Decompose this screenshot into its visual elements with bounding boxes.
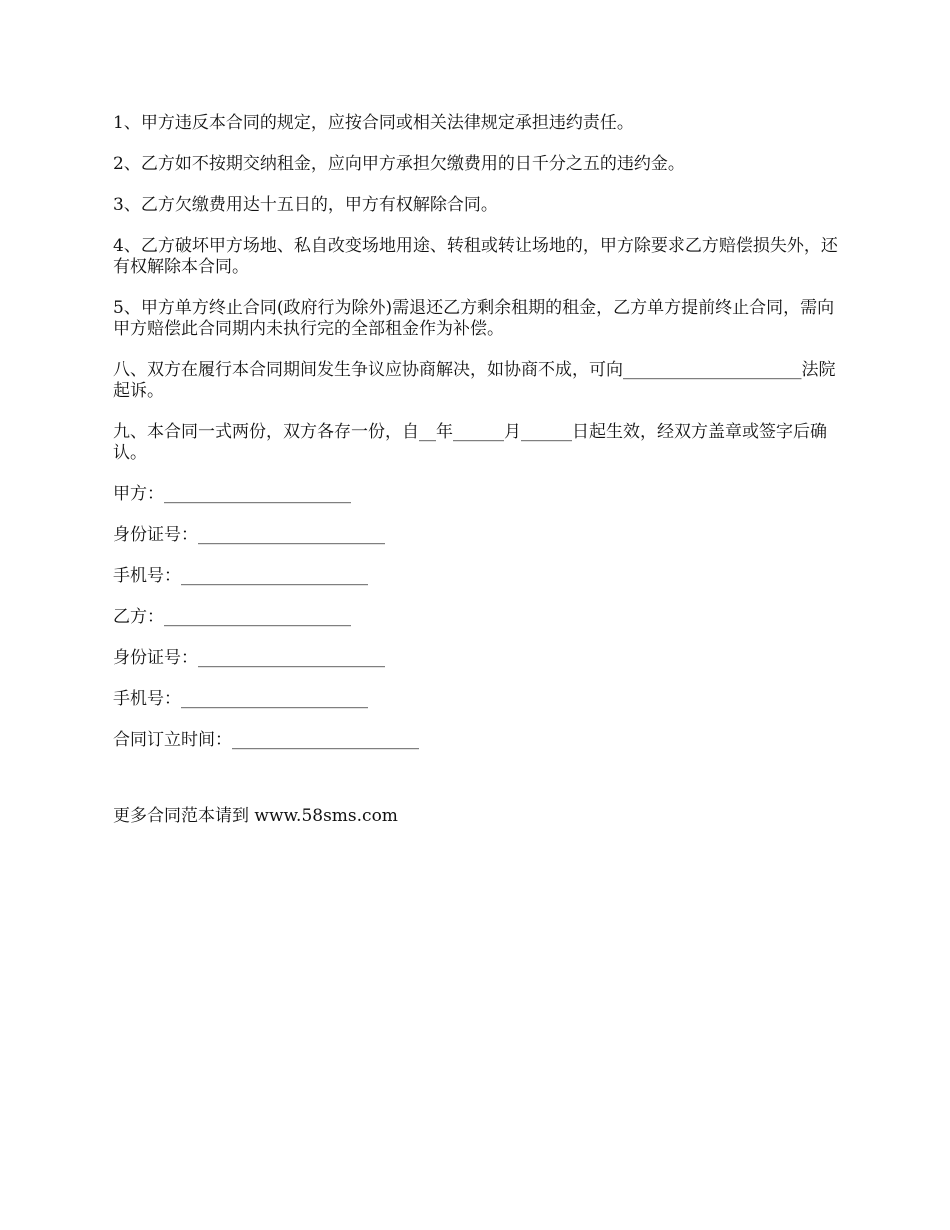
document-page	[113, 113, 843, 827]
article-9-effect: 九、本合同一式两份，双方各存一份，自__年______月______日起生效，经双方盖章或签字后确认。	[113, 422, 827, 463]
footer-note: 更多合同范本请到 www.58sms.com	[113, 806, 398, 826]
clause-1: 1、甲方违反本合同的规定，应按合同或相关法律规定承担违约责任。	[113, 113, 634, 133]
party-b-id-line: 身份证号：______________________	[113, 648, 385, 668]
article-8-dispute: 八、双方在履行本合同期间发生争议应协商解决，如协商不成，可向_____________________法院起诉。	[113, 360, 836, 401]
party-a-phone-line: 手机号：______________________	[113, 566, 368, 586]
party-a-line: 甲方：______________________	[113, 484, 351, 504]
party-b-line: 乙方：______________________	[113, 607, 351, 627]
party-b-phone-line: 手机号：______________________	[113, 689, 368, 709]
clause-5: 5、甲方单方终止合同(政府行为除外)需退还乙方剩余租期的租金，乙方单方提前终止合同，需向甲方赔偿此合同期内未执行完的全部租金作为补偿。	[113, 298, 835, 339]
clause-2: 2、乙方如不按期交纳租金，应向甲方承担欠缴费用的日千分之五的违约金。	[113, 154, 685, 174]
sign-date-line: 合同订立时间：______________________	[113, 730, 419, 750]
clause-4: 4、乙方破坏甲方场地、私自改变场地用途、转租或转让场地的，甲方除要求乙方赔偿损失外，还有权解除本合同。	[113, 236, 838, 277]
clause-3: 3、乙方欠缴费用达十五日的，甲方有权解除合同。	[113, 195, 498, 215]
party-a-id-line: 身份证号：______________________	[113, 525, 385, 545]
